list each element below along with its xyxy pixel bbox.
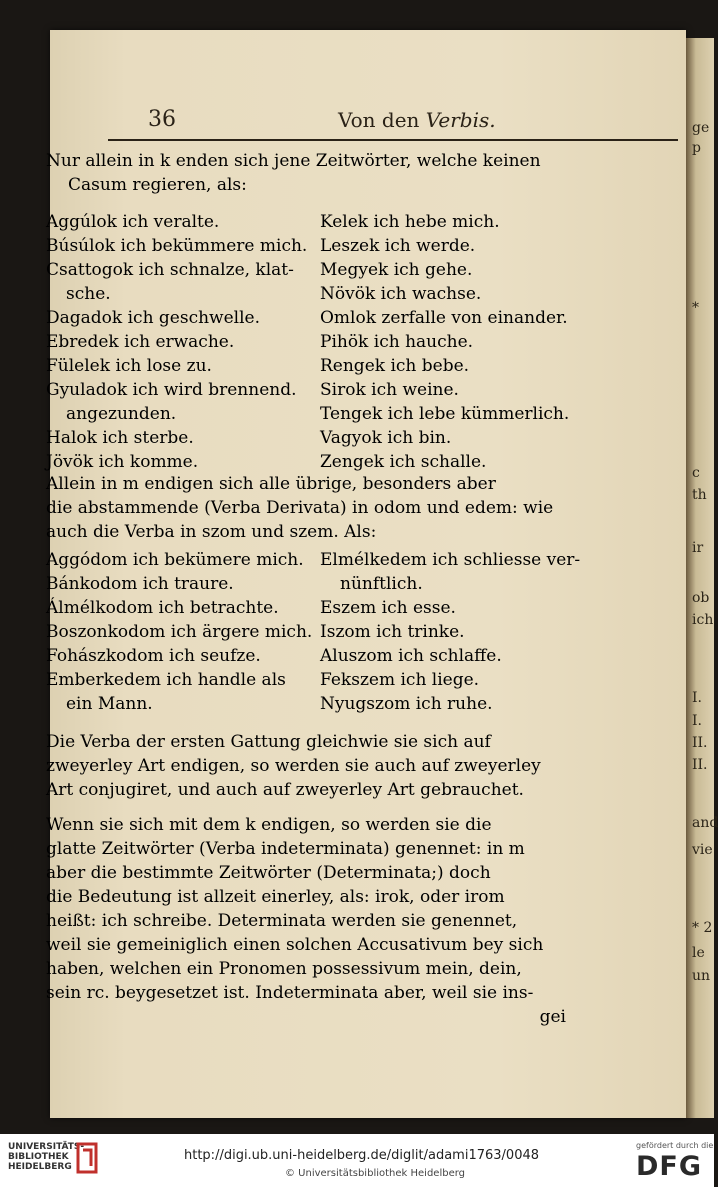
verb-entry: Bánkodom ich traure. (46, 574, 234, 594)
running-title (338, 108, 496, 132)
verb-entry: Megyek ich gehe. (320, 260, 473, 280)
facing-page-fragment: * 2 (692, 920, 713, 936)
facing-page-fragment: II. (692, 735, 708, 751)
facing-page-edge (686, 38, 718, 1118)
text-line: die Bedeutung ist allzeit einerley, als: irok, oder irom (46, 887, 505, 907)
text-line: zweyerley Art endigen, so werden sie auch auf zweyerley (46, 756, 541, 776)
copyright: © Universitätsbibliothek Heidelberg (285, 1168, 466, 1179)
facing-page-fragment: p (692, 140, 701, 156)
intro-line: Casum regieren, als: (68, 174, 247, 195)
intro-paragraph (46, 150, 566, 197)
facing-page-fragment: ob (692, 590, 710, 606)
facing-page-fragment: ich (692, 612, 714, 628)
verb-entry: ein Mann. (66, 694, 153, 714)
text-line: Die Verba der ersten Gattung gleichwie sie sich auf (46, 732, 491, 752)
verb-entry: sche. (66, 284, 111, 304)
verb-entry: Fekszem ich liege. (320, 670, 480, 690)
verb-entry: Leszek ich werde. (320, 236, 476, 256)
paragraph-derivata (46, 472, 566, 544)
verb-entry: Sirok ich weine. (320, 380, 459, 400)
text-line: Art conjugiret, und auch auf zweyerley Art gebrauchet. (46, 780, 524, 800)
facing-page-fragment: c (692, 465, 700, 481)
verb-entry: Növök ich wachse. (320, 284, 482, 304)
intro-line: Nur allein in k enden sich jene Zeitwörter, welche keinen (46, 151, 541, 171)
facing-page-fragment: I. (692, 713, 702, 729)
running-header (108, 105, 678, 141)
text-line: aber die bestimmte Zeitwörter (Determinata;) doch (46, 863, 491, 883)
page-number: 36 (148, 107, 176, 132)
verb-entry: Tengek ich lebe kümmerlich. (320, 404, 570, 424)
verb-entry: Aluszom ich schlaffe. (320, 646, 502, 666)
facing-page-fragment: le (692, 945, 705, 961)
verb-list-1-left (46, 210, 307, 474)
verb-entry: Emberkedem ich handle als (46, 670, 286, 690)
verb-entry: Zengek ich schalle. (320, 452, 487, 472)
text-line: Wenn sie sich mit dem k endigen, so werden sie die (46, 815, 492, 835)
verb-entry: Vagyok ich bin. (320, 428, 452, 448)
verb-entry: Omlok zerfalle von einander. (320, 308, 568, 328)
text-line: haben, welchen ein Pronomen possessivum mein, dein, (46, 959, 522, 979)
verb-entry: Elmélkedem ich schliesse ver- (320, 550, 581, 570)
facing-page-fragment: and (692, 815, 718, 831)
paragraph-determinata (46, 813, 566, 1029)
source-url[interactable]: http://digi.ub.uni-heidelberg.de/diglit/adami1763/0048 (184, 1148, 540, 1163)
text-line: die abstammende (Verba Derivata) in odom und edem: wie (46, 498, 554, 518)
page-content (108, 105, 678, 141)
verb-entry: Dagadok ich geschwelle. (46, 308, 261, 328)
verb-entry: Iszom ich trinke. (320, 622, 465, 642)
dfg-logo: DFG (636, 1151, 703, 1182)
facing-page-fragment: un (692, 968, 711, 984)
verb-entry: Jövök ich komme. (46, 452, 199, 472)
logo-text-line: HEIDELBERG (8, 1162, 72, 1172)
text-line: auch die Verba in szom und szem. Als: (46, 522, 377, 542)
verb-entry: Boszonkodom ich ärgere mich. (46, 622, 313, 642)
facing-page-fragment: * (692, 300, 699, 316)
verb-entry: Gyuladok ich wird brennend. (46, 380, 297, 400)
verb-entry: Halok ich sterbe. (46, 428, 194, 448)
facing-page-fragment: vie (692, 842, 713, 858)
text-line: gei (539, 1007, 566, 1027)
title-prefix: Von den (338, 108, 426, 132)
text-line: sein rc. beygesetzet ist. Indeterminata aber, weil sie ins- (46, 983, 534, 1003)
verb-entry: Kelek ich hebe mich. (320, 212, 500, 232)
paragraph-conjugation (46, 730, 566, 802)
verb-entry: nünftlich. (340, 574, 423, 594)
verb-entry: Rengek ich bebe. (320, 356, 470, 376)
logo-text-line: UNIVERSITÄTS- (8, 1142, 85, 1152)
text-line: weil sie gemeiniglich einen solchen Accusativum bey sich (46, 935, 544, 955)
facing-page-fragment: th (692, 487, 707, 503)
text-line: heißt: ich schreibe. Determinata werden sie genennet, (46, 911, 518, 931)
text-line: Allein in m endigen sich alle übrige, besonders aber (46, 474, 496, 494)
library-logo-text (8, 1142, 84, 1172)
funding-note: gefördert durch die (636, 1141, 714, 1150)
facing-page-fragment: I. (692, 690, 702, 706)
verb-entry: Pihök ich hauche. (320, 332, 474, 352)
verb-entry: Ebredek ich erwache. (46, 332, 235, 352)
logo-text-line: BIBLIOTHEK (8, 1152, 69, 1162)
verb-entry: Búsúlok ich bekümmere mich. (46, 236, 308, 256)
verb-entry: Fülelek ich lose zu. (46, 356, 212, 376)
verb-entry: Fohászkodom ich seufze. (46, 646, 261, 666)
verb-entry: Eszem ich esse. (320, 598, 456, 618)
verb-list-2-left (46, 548, 312, 716)
verb-entry: Aggódom ich bekümere mich. (46, 550, 304, 570)
verb-entry: angezunden. (66, 404, 177, 424)
verb-entry: Álmélkodom ich betrachte. (46, 598, 279, 618)
library-logo-icon (74, 1142, 100, 1174)
verb-entry: Nyugszom ich ruhe. (320, 694, 493, 714)
verb-entry: Csattogok ich schnalze, klat- (46, 260, 294, 280)
verb-entry: Aggúlok ich veralte. (46, 212, 220, 232)
footer-bar (0, 1134, 714, 1187)
title-italic: Verbis. (425, 108, 496, 132)
verb-list-2-right (320, 548, 580, 716)
facing-page-fragment: ir (692, 540, 704, 556)
facing-page-fragment: II. (692, 757, 708, 773)
text-line: glatte Zeitwörter (Verba indeterminata) genennet: in m (46, 839, 525, 859)
facing-page-fragment: ge (692, 120, 710, 136)
verb-list-1-right (320, 210, 569, 474)
